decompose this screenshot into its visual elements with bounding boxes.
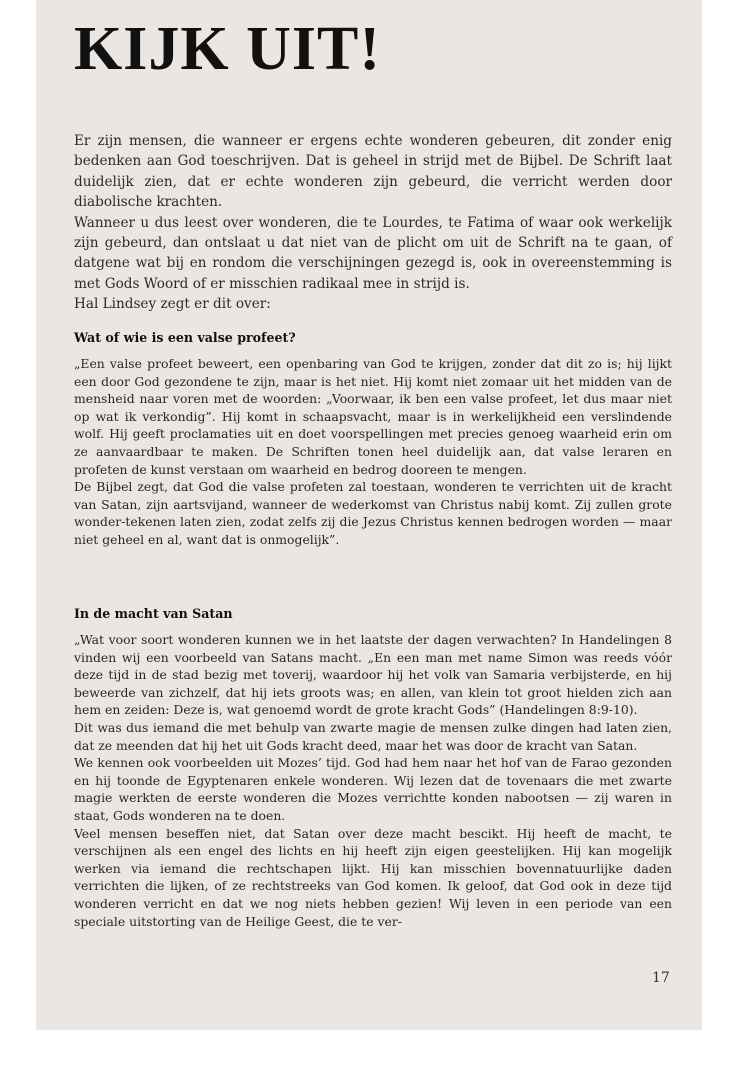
section-paragraph: We kennen ook voorbeelden uit Mozes’ tijd. God had hem naar het hof van de Farao gezonden en hij toonde de Egyptenaren enkele wonderen. Wij lezen dat de tovenaars die met zwarte magie werkten de eerste wonderen die Mozes verrichtte konden nabootsen — zij waren in staat, Gods wonderen na te doen. [74, 755, 672, 823]
intro-text [74, 131, 672, 315]
intro-paragraph: Hal Lindsey zegt er dit over: [74, 296, 271, 313]
section-paragraph: „Wat voor soort wonderen kunnen we in het laatste der dagen verwachten? In Handelingen 8 vinden wij een voorbeeld van Satans macht. „En een man met name Simon was reeds vóór deze tijd in de stad bezig met toverij, waardoor hij het volk van Samaria verbijsterde, en hij beweerde van zichzelf, dat hij iets groots was; en allen, van klein tot groot hielden zich aan hem en zeiden: Deze is, wat genoemd wordt de grote kracht Gods” (Handelingen 8:9-10). [74, 632, 672, 718]
section-paragraph: De Bijbel zegt, dat God die valse profeten zal toestaan, wonderen te verrichten uit de kracht van Satan, zijn aartsvijand, wanneer de wederkomst van Christus nabij komt. Zij zullen grote wonder-tekenen laten zien, zodat zelfs zij die Jezus Christus kennen bedrogen worden — maar niet geheel en al, want dat is onmogelijk”. [74, 479, 672, 547]
page-title: KIJK UIT! [74, 15, 381, 83]
section-paragraph: „Een valse profeet beweert, een openbaring van God te krijgen, zonder dat dit zo is; hij lijkt een door God gezondene te zijn, maar is het niet. Hij komt niet zomaar uit het midden van de mensheid naar voren met de woorden: „Voorwaar, ik ben een valse profeet, let dus maar niet op wat ik verkondig”. Hij komt in schaapsvacht, maar is in werkelijkheid een verslindende wolf. Hij geeft proclamaties uit en doet voorspellingen met precies genoeg waarheid erin om ze aanvaardbaar te maken. De Schriften tonen heel duidelijk aan, dat valse leraren en profeten de kunst verstaan om waarheid en bedrog dooreen te mengen. [74, 356, 672, 477]
page-number: 17 [652, 970, 670, 986]
section-paragraph: Veel mensen beseffen niet, dat Satan over deze macht bescikt. Hij heeft de macht, te verschijnen als een engel des lichts en hij heeft zijn eigen geestelijken. Hij kan mogelijk werken via iemand die rechtschapen lijkt. Hij kan misschien bovennatuurlijke daden verrichten die lijken, of ze rechtstreeks van God komen. Ik geloof, dat God ook in deze tijd wonderen verricht en dat we nog niets hebben gezien! Wij leven in een periode van een speciale uitstorting van de Heilige Geest, die te ver- [74, 825, 672, 929]
intro-paragraph: Er zijn mensen, die wanneer er ergens echte wonderen gebeuren, dit zonder enig bedenken aan God toeschrijven. Dat is geheel in strijd met de Bijbel. De Schrift laat duidelijk zien, dat er echte wonderen zijn gebeurd, die verricht werden door diabolische krachten. [74, 133, 672, 211]
section-heading: In de macht van Satan [74, 606, 233, 621]
page-margin [36, 1030, 702, 1068]
section-paragraph: Dit was dus iemand die met behulp van zwarte magie de mensen zulke dingen had laten zien, dat ze meenden dat hij het uit Gods kracht deed, maar het was door de kracht van Satan. [74, 719, 672, 753]
section-power-of-satan [74, 606, 672, 930]
intro-paragraph: Wanneer u dus leest over wonderen, die te Lourdes, te Fatima of waar ook werkelijk zijn gebeurd, dan ontslaat u dat niet van de plicht om uit de Schrift na te gaan, of datgene wat bij en rondom die verschijningen gezegd is, ook in overeenstemming is met Gods Woord of er misschien radikaal mee in strijd is. [74, 214, 672, 292]
section-heading: Wat of wie is een valse profeet? [74, 330, 296, 345]
section-false-prophet [74, 330, 672, 549]
